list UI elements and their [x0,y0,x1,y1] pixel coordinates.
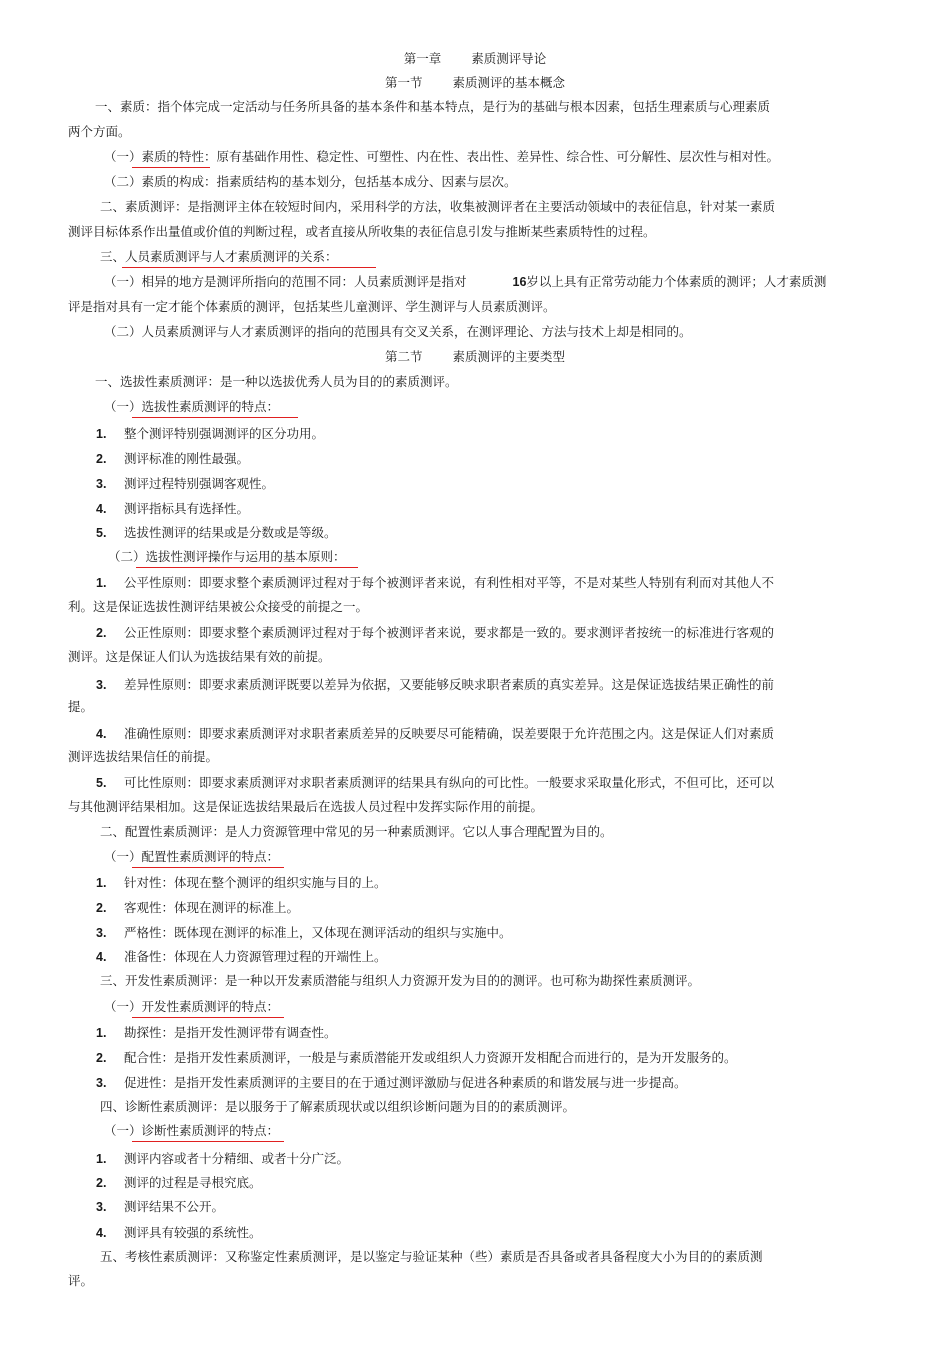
item-text: 勘探性：是指开发性测评带有调查性。 [124,1025,337,1040]
item-text: 严格性：既体现在测评的标准上，又体现在测评活动的组织与实施中。 [124,925,512,940]
paragraph-line: 一、素质：指个体完成一定活动与任务所具备的基本条件和基本特点，是行为的基础与根本因素，包括生理素质与心理素质 [95,99,771,114]
item-number: 1. [96,427,107,441]
item-text: 测评具有较强的系统性。 [124,1225,262,1240]
item-text: 测评标准的刚性最强。 [124,451,250,466]
paragraph-line: 测评选拔结果信任的前提。 [68,749,219,764]
item-text: 针对性：体现在整个测评的组织实施与目的上。 [124,875,387,890]
item-text: 测评指标具有选择性。 [124,501,250,516]
item-number: 4. [96,502,107,516]
list-item [96,524,337,542]
list-item [96,1198,224,1216]
list-item [96,948,387,966]
paragraph-line: 评是指对具有一定才能个体素质的测评，包括某些儿童测评、学生测评与人员素质测评。 [68,299,556,314]
item-text: （一）相异的地方是测评所指向的范围不同：人员素质测评是指对 [104,274,467,289]
item-number: 1. [96,1026,107,1040]
section-title-2 [0,348,950,366]
paragraph-line: 与其他测评结果相加。这是保证选拔结果最后在选拔人员过程中发挥实际作用的前提。 [68,799,544,814]
item-number: 4. [96,950,107,964]
subheading: （一）开发性素质测评的特点： [104,999,280,1014]
red-underline [132,417,298,418]
item-number: 2. [96,1176,107,1190]
section-name: 素质测评的基本概念 [452,75,566,90]
paragraph-line: 二、配置性素质测评：是人力资源管理中常见的另一种素质测评。它以人事合理配置为目的。 [100,824,613,839]
item-heading: 素质的特性： [141,149,217,164]
paragraph-line: 二、素质测评：是指测评主体在较短时间内，采用科学的方法，收集被测评者在主要活动领域中的表征信息，针对某一素质 [100,199,776,214]
item-text: 岁以上具有正常劳动能力个体素质的测评；人才素质测 [526,274,827,289]
item-number: 2. [96,452,107,466]
subheading: （二）选拔性测评操作与运用的基本原则： [108,549,346,564]
red-underline [132,1141,284,1142]
item-number: 1. [96,1152,107,1166]
item-number: 3. [96,678,107,692]
item-text: 可比性原则：即要求素质测评对求职者素质测评的结果具有纵向的可比性。一般要求采取量化形式，不但可比，还可以 [124,775,775,790]
item-text: 整个测评特别强调测评的区分功用。 [124,426,325,441]
list-item [96,624,774,642]
item-number: 3. [96,926,107,940]
item-text: 配合性：是指开发性素质测评，一般是与素质潜能开发或组织人力资源开发相配合而进行的，是为开发服务的。 [124,1050,737,1065]
list-item [96,1024,337,1042]
item-text: 测评的过程是寻根究底。 [124,1175,262,1190]
list-item [96,1074,687,1092]
red-underline [132,167,210,168]
paragraph-line: 测评。这是保证人们认为选拔结果有效的前提。 [68,649,331,664]
item-text: 原有基础作用性、稳定性、可塑性、内在性、表出性、差异性、综合性、可分解性、层次性与相对性。 [216,149,780,164]
item-number: 1. [96,876,107,890]
item-text: 准备性：体现在人力资源管理过程的开端性上。 [124,949,387,964]
age-number: 16 [512,275,527,289]
section-name: 素质测评的主要类型 [452,349,566,364]
list-item [96,1150,349,1168]
subheading: （一）配置性素质测评的特点： [104,849,280,864]
list-item [96,676,774,694]
red-underline [132,1017,284,1018]
list-item [96,574,774,592]
paragraph-line: 两个方面。 [68,124,131,139]
paragraph-line: 评。 [68,1273,94,1288]
paragraph-line: 三、开发性素质测评：是一种以开发素质潜能与组织人力资源开发为目的的测评。也可称为勘探性素质测评。 [100,973,701,988]
item-number: 3. [96,1076,107,1090]
item-text: 客观性：体现在测评的标准上。 [124,900,300,915]
paragraph-line: 三、人员素质测评与人才素质测评的关系： [100,249,338,264]
subheading: （一）选拔性素质测评的特点： [104,399,280,414]
chapter-name: 素质测评导论 [471,51,547,66]
paragraph-line [104,273,826,291]
list-item [96,774,774,792]
item-number: 5. [96,776,107,790]
item-number: 2. [96,626,107,640]
item-text: 准确性原则：即要求素质测评对求职者素质差异的反映要尽可能精确，误差要限于允许范围之内。这是保证人们对素质 [124,726,775,741]
item-number: 1. [96,576,107,590]
item-text: 选拔性测评的结果或是分数或是等级。 [124,525,337,540]
list-item [96,425,324,443]
chapter-title [0,50,950,68]
list-item [96,475,274,493]
paragraph-line: 利。这是保证选拔性测评结果被公众接受的前提之一。 [68,599,369,614]
section-number: 第二节 [384,349,423,364]
item-number: 5. [96,526,107,540]
red-underline [132,867,284,868]
paragraph-line: 五、考核性素质测评：又称鉴定性素质测评，是以鉴定与验证某种（些）素质是否具备或者具备程度大小为目的的素质测 [100,1249,763,1264]
item-number: 3. [96,1200,107,1214]
item-prefix: （一） [104,149,142,164]
item-text: 测评内容或者十分精细、或者十分广泛。 [124,1151,350,1166]
chapter-number: 第一章 [403,51,442,66]
red-underline [136,567,358,568]
list-item [96,1224,262,1242]
paragraph-line: 测评目标体系作出量值或价值的判断过程，或者直接从所收集的表征信息引发与推断某些素质特性的过程。 [68,224,656,239]
item-number: 4. [96,727,107,741]
list-item [96,450,249,468]
paragraph-line: 一、选拔性素质测评：是一种以选拔优秀人员为目的的素质测评。 [95,374,458,389]
item-number: 3. [96,477,107,491]
paragraph-line: （二）人员素质测评与人才素质测评的指向的范围具有交叉关系，在测评理论、方法与技术上却是相同的。 [104,324,692,339]
section-number: 第一节 [384,75,423,90]
subheading: （一）诊断性素质测评的特点： [104,1123,280,1138]
red-underline [122,267,376,268]
section-title-1 [0,74,950,92]
list-item [96,899,299,917]
item-text: 差异性原则：即要求素质测评既要以差异为依据，又要能够反映求职者素质的真实差异。这是保证选拔结果正确性的前 [124,677,775,692]
paragraph-line [104,148,779,166]
paragraph-line: 提。 [68,699,94,714]
item-text: 测评结果不公开。 [124,1199,225,1214]
paragraph-line: （二）素质的构成：指素质结构的基本划分，包括基本成分、因素与层次。 [104,174,517,189]
list-item [96,1049,737,1067]
paragraph-line: 四、诊断性素质测评：是以服务于了解素质现状或以组织诊断问题为目的的素质测评。 [100,1099,576,1114]
item-text: 促进性：是指开发性素质测评的主要目的在于通过测评激励与促进各种素质的和谐发展与进一步提高。 [124,1075,687,1090]
item-number: 2. [96,1051,107,1065]
item-number: 2. [96,901,107,915]
list-item [96,1174,262,1192]
list-item [96,874,387,892]
item-text: 公平性原则：即要求整个素质测评过程对于每个被测评者来说，有利性相对平等，不是对某些人特别有利而对其他人不 [124,575,775,590]
item-text: 公正性原则：即要求整个素质测评过程对于每个被测评者来说，要求都是一致的。要求测评者按统一的标准进行客观的 [124,625,775,640]
list-item [96,924,512,942]
item-number: 4. [96,1226,107,1240]
item-text: 测评过程特别强调客观性。 [124,476,275,491]
list-item [96,725,774,743]
list-item [96,500,249,518]
